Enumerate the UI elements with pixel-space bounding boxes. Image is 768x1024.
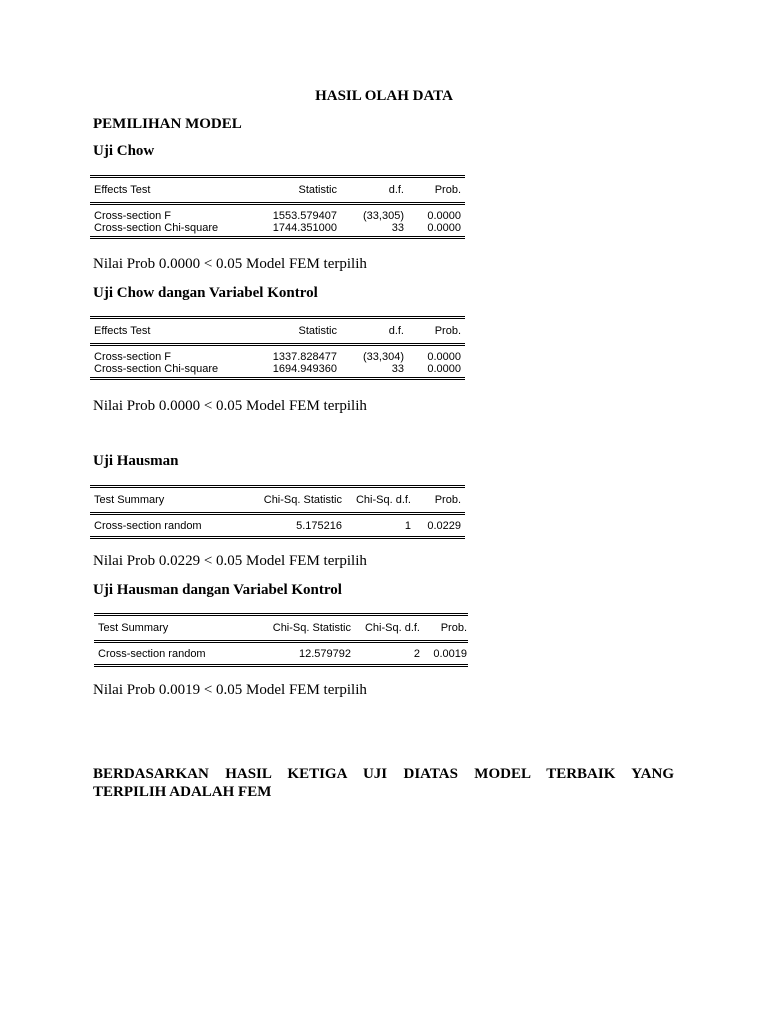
col-chisq-df: Chi-Sq. d.f.: [355, 494, 411, 506]
row-statistic: 1553.579407: [272, 210, 337, 222]
table-header-rule: [94, 640, 468, 643]
row-df: (33,304): [363, 351, 404, 363]
col-effects-test: Effects Test: [94, 184, 151, 196]
row-prob: 0.0000: [427, 210, 461, 222]
table-header-rule: [90, 202, 465, 205]
table-row: [90, 351, 465, 363]
table-bottom-rule: [94, 664, 468, 667]
table-row: [90, 363, 465, 375]
hausman-heading: Uji Hausman: [93, 453, 179, 469]
col-prob: Prob.: [440, 622, 467, 634]
row-statistic: 1694.949360: [272, 363, 337, 375]
row-prob: 0.0019: [433, 648, 467, 660]
col-statistic: Statistic: [298, 184, 337, 196]
hausman-control-heading: Uji Hausman dangan Variabel Kontrol: [93, 582, 342, 598]
col-df: d.f.: [388, 184, 404, 196]
col-chisq-statistic: Chi-Sq. Statistic: [263, 494, 342, 506]
row-prob: 0.0000: [427, 222, 461, 234]
chow-note: Nilai Prob 0.0000 < 0.05 Model FEM terpilih: [93, 256, 367, 272]
row-prob: 0.0000: [427, 351, 461, 363]
chow-heading: Uji Chow: [93, 143, 155, 159]
table-header-row: [90, 494, 465, 506]
conclusion: [93, 765, 674, 801]
row-statistic: 1744.351000: [272, 222, 337, 234]
chow-control-table: [90, 316, 465, 380]
row-df: 33: [391, 222, 404, 234]
row-label: Cross-section Chi-square: [94, 363, 219, 375]
table-header-row: [90, 184, 465, 196]
table-row: [90, 222, 465, 234]
col-prob: Prob.: [434, 184, 461, 196]
table-header-rule: [90, 512, 465, 515]
row-label: Cross-section F: [94, 351, 172, 363]
table-bottom-rule: [90, 536, 465, 539]
table-header-rule: [90, 343, 465, 346]
conclusion-line-1: BERDASARKAN HASIL KETIGA UJI DIATAS MODEL TERBAIK YANG: [93, 766, 674, 782]
table-top-rule: [90, 175, 465, 178]
col-effects-test: Effects Test: [94, 325, 151, 337]
table-bottom-rule: [90, 236, 465, 239]
col-prob: Prob.: [434, 325, 461, 337]
chow-control-note: Nilai Prob 0.0000 < 0.05 Model FEM terpilih: [93, 398, 367, 414]
table-header-row: [90, 325, 465, 337]
col-statistic: Statistic: [298, 325, 337, 337]
col-chisq-statistic: Chi-Sq. Statistic: [272, 622, 351, 634]
row-label: Cross-section random: [98, 648, 206, 660]
table-top-rule: [90, 316, 465, 319]
chow-control-heading: Uji Chow dangan Variabel Kontrol: [93, 285, 318, 301]
col-chisq-df: Chi-Sq. d.f.: [364, 622, 420, 634]
row-statistic: 12.579792: [299, 648, 351, 660]
table-row: [90, 520, 465, 532]
col-test-summary: Test Summary: [98, 622, 169, 634]
col-test-summary: Test Summary: [94, 494, 165, 506]
row-label: Cross-section random: [94, 520, 202, 532]
row-statistic: 1337.828477: [272, 351, 337, 363]
table-row: [94, 648, 468, 660]
hausman-control-table: [94, 613, 468, 667]
table-header-row: [94, 622, 468, 634]
hausman-table: [90, 485, 465, 539]
row-prob: 0.0000: [427, 363, 461, 375]
row-df: (33,305): [363, 210, 404, 222]
row-label: Cross-section F: [94, 210, 172, 222]
chow-table: [90, 175, 465, 239]
table-bottom-rule: [90, 377, 465, 380]
row-df: 2: [413, 648, 420, 660]
row-label: Cross-section Chi-square: [94, 222, 219, 234]
conclusion-line-2: TERPILIH ADALAH FEM: [93, 784, 272, 800]
table-top-rule: [94, 613, 468, 616]
row-df: 33: [391, 363, 404, 375]
section-heading: PEMILIHAN MODEL: [93, 116, 242, 132]
hausman-control-note: Nilai Prob 0.0019 < 0.05 Model FEM terpilih: [93, 682, 367, 698]
document-title: HASIL OLAH DATA: [315, 88, 453, 104]
col-df: d.f.: [388, 325, 404, 337]
row-df: 1: [404, 520, 411, 532]
col-prob: Prob.: [434, 494, 461, 506]
row-statistic: 5.175216: [296, 520, 342, 532]
table-row: [90, 210, 465, 222]
table-top-rule: [90, 485, 465, 488]
hausman-note: Nilai Prob 0.0229 < 0.05 Model FEM terpilih: [93, 553, 367, 569]
row-prob: 0.0229: [427, 520, 461, 532]
